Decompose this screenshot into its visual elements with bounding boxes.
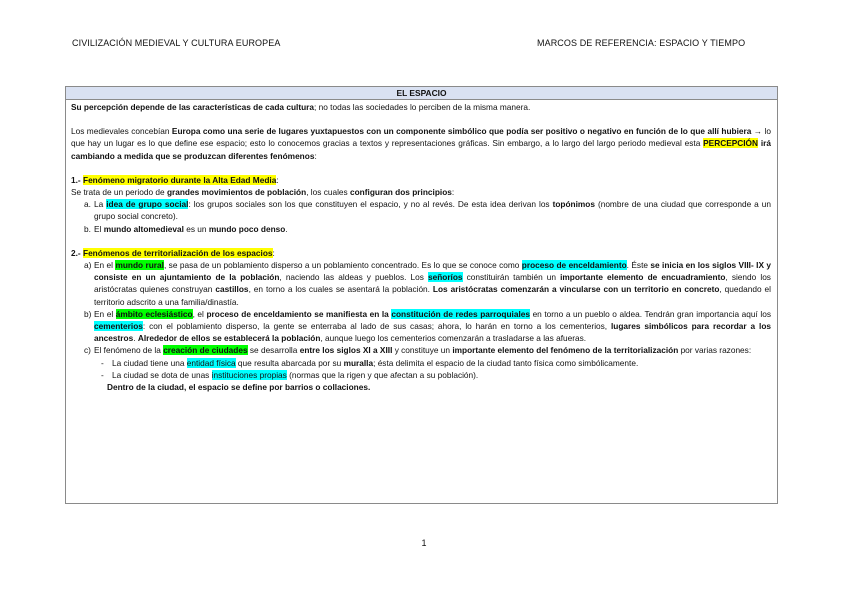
- text-bold: mundo poco denso: [208, 223, 286, 234]
- text: en torno a un pueblo o aldea. Tendrán gran importancia aquí los: [530, 308, 771, 319]
- highlight-instituciones-propias: instituciones propias: [211, 369, 287, 380]
- highlight-cementerios: cementerios: [94, 321, 143, 332]
- text-bold: Su percepción depende de las características de cada cultura: [71, 102, 315, 112]
- text-bold: castillos: [215, 284, 249, 295]
- box-content: [71, 101, 771, 393]
- text: (nombre de una ciudad que corresponde a un grupo social concreto).: [94, 199, 771, 222]
- list-item: [71, 344, 771, 356]
- text-bold: mundo altomedieval: [103, 223, 184, 234]
- closing-line: [71, 381, 771, 393]
- highlight-entidad-fisica: entidad física: [186, 357, 236, 368]
- sub-list-item: [71, 357, 771, 369]
- text-bold: irá cambiando a medida que se produzcan diferentes fenómenos: [71, 138, 771, 161]
- list-marker: b): [84, 308, 92, 319]
- text: por varias razones:: [678, 345, 752, 356]
- text: , en torno a los cuales se asentará la población.: [248, 284, 433, 295]
- text-bold: topónimos: [552, 199, 595, 210]
- text: . Éste: [626, 260, 651, 271]
- list-marker: b.: [84, 223, 91, 234]
- highlight-proceso-enceldamiento: proceso de enceldamiento: [521, 260, 627, 271]
- text: .: [133, 333, 138, 344]
- text: , el: [192, 308, 207, 319]
- text-bold: Dentro de la ciudad, el espacio se define por barrios o collaciones.: [107, 382, 371, 393]
- paragraph-medievals: [71, 125, 771, 162]
- text-bold: entre los siglos XI a XIII: [299, 345, 393, 356]
- section-2-heading: [71, 247, 771, 259]
- text: La: [94, 199, 107, 210]
- text-bold: configuran dos principios: [350, 187, 452, 198]
- header-left-title: CIVILIZACIÓN MEDIEVAL Y CULTURA EUROPEA: [72, 38, 281, 48]
- text: Se trata de un periodo de: [71, 187, 167, 198]
- text: se desarrolla: [247, 345, 300, 356]
- text: El fenómeno de la: [94, 345, 164, 356]
- highlight-redes-parroquiales: constitución de redes parroquiales: [391, 308, 530, 319]
- highlight-idea-grupo-social: idea de grupo social: [106, 199, 189, 210]
- text: La ciudad tiene una: [112, 357, 187, 368]
- section-1-title: Fenómeno migratorio durante la Alta Edad Media: [83, 174, 277, 185]
- sub-list-item: [71, 369, 771, 381]
- text: que resulta abarcada por su: [235, 357, 344, 368]
- text: :: [276, 174, 279, 185]
- text: , naciendo las aldeas y pueblos. Los: [279, 272, 428, 283]
- text: , se pasa de un poblamiento disperso a un poblamiento concentrado. Es lo que se conoce como: [163, 260, 522, 271]
- text: constituirán también un: [462, 272, 561, 283]
- list-item: [71, 198, 771, 222]
- text-bold: Alrededor de ellos se establecerá la población: [137, 333, 321, 344]
- section-1-heading: [71, 174, 771, 186]
- text: y constituye un: [392, 345, 453, 356]
- section-2-title: Fenómenos de territorialización de los espacios: [83, 247, 273, 258]
- text: :: [272, 247, 275, 258]
- text: : con el poblamiento disperso, la gente se enterraba al lado de sus casas; ahora, lo harán en torno a los cementerios,: [142, 321, 611, 332]
- text-bold: Los aristócratas comenzarán a vincularse con un territorio en concreto: [432, 284, 720, 295]
- text: La ciudad se dota de unas: [112, 369, 212, 380]
- text: (normas que la rigen y que afectan a su población).: [286, 369, 479, 380]
- text-bold: lugares simbólicos para recordar a los ancestros: [94, 321, 772, 344]
- text-bold: se inicia en los siglos VIII- IX y consiste en un ajuntamiento de la población: [94, 260, 772, 283]
- highlight-creacion-ciudades: creación de ciudades: [163, 345, 248, 356]
- header-right-title: MARCOS DE REFERENCIA: ESPACIO Y TIEMPO: [537, 38, 746, 48]
- text: es un: [183, 223, 209, 234]
- text-bold: muralla: [343, 357, 374, 368]
- text: , siendo los aristócratas quienes construyan: [94, 272, 771, 295]
- text-bold: importante elemento de encuadramiento: [560, 272, 726, 283]
- list-item: [71, 308, 771, 345]
- text: , los cuales: [306, 187, 350, 198]
- paragraph-perception: [71, 101, 771, 113]
- list-marker: a.: [84, 199, 91, 210]
- section-number: 2.-: [71, 247, 83, 258]
- text-bold: Europa como una serie de lugares yuxtapuestos con un componente simbólico que podía ser positivo o negativo en función de lo que allí hubiera: [171, 126, 752, 137]
- page-number: 1: [421, 538, 427, 548]
- highlight-percepcion: PERCEPCIÓN: [703, 138, 759, 149]
- text: :: [314, 150, 317, 161]
- highlight-senorios: señoríos: [427, 272, 463, 283]
- text: El: [94, 223, 104, 234]
- text-bold: grandes movimientos de población: [166, 187, 307, 198]
- text: : los grupos sociales son los que constituyen el espacio, y no al revés. De esta idea derivan los: [188, 199, 553, 210]
- text: ; ésta delimita el espacio de la ciudad tanto física como simbólicamente.: [373, 357, 639, 368]
- highlight-ambito-eclesiastico: ámbito eclesiástico: [115, 308, 193, 319]
- text: ; no todas las sociedades lo perciben de la misma manera.: [314, 102, 531, 112]
- list-marker: a): [84, 260, 92, 271]
- dash-marker: -: [101, 357, 104, 368]
- text: → lo que hay un lugar es lo que define ese espacio; esto lo conocemos gracias a textos y representaciones gráficas. Sin embargo, a lo largo del largo periodo medieval esta: [71, 126, 771, 149]
- text: :: [451, 187, 455, 198]
- list-item: [71, 223, 771, 235]
- dash-marker: -: [101, 369, 104, 380]
- text: Los medievales concebían: [71, 126, 172, 137]
- text: , quedando el territorio adscrito a una familia/dinastía.: [94, 284, 771, 307]
- section-1-intro: [71, 186, 771, 198]
- text: , aunque luego los cementerios comenzarán a trasladarse a las afueras.: [320, 333, 587, 344]
- box-title: EL ESPACIO: [66, 87, 777, 100]
- text: En el: [94, 260, 116, 271]
- content-box: [65, 86, 778, 504]
- text-bold: importante elemento del fenómeno de la territorialización: [452, 345, 679, 356]
- list-item: [71, 259, 771, 308]
- text: En el: [94, 308, 116, 319]
- section-number: 1.-: [71, 174, 83, 185]
- text: .: [285, 223, 288, 234]
- list-marker: c): [84, 345, 91, 356]
- text-bold: proceso de enceldamiento se manifiesta en la: [206, 308, 392, 319]
- highlight-mundo-rural: mundo rural: [115, 260, 164, 271]
